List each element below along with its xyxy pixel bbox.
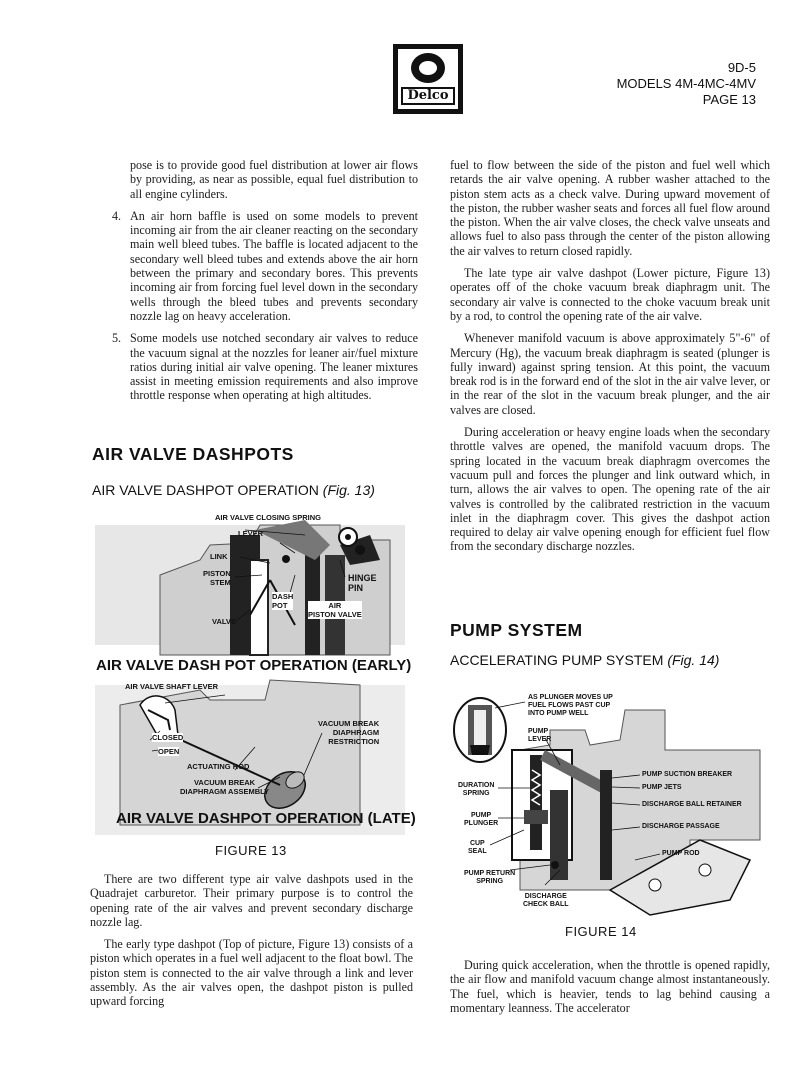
label-pump-plunger: PUMP PLUNGER	[464, 812, 499, 827]
heading-air-valve-dashpots: AIR VALVE DASHPOTS	[92, 444, 294, 464]
left-column-top	[112, 158, 418, 411]
figure-14	[450, 690, 780, 920]
paragraph: During quick acceleration, when the throttle is opened rapidly, the air flow and manifold vacuum change almost instantaneously. The fuel, which is heavier, tends to lag behind causing a momentary leanness. The accelerator	[450, 958, 770, 1015]
paragraph: There are two different type air valve dashpots used in the Quadrajet carburetor. Their primary purpose is to control the opening rate of the air valves and prevent secondary discharge nozzle lag.	[90, 872, 413, 929]
label-ball-retainer: DISCHARGE BALL RETAINER	[642, 801, 742, 808]
delco-emblem-icon	[411, 53, 445, 83]
label-valve: VALVE	[212, 617, 236, 626]
label-closed: CLOSED	[152, 733, 184, 742]
heading-pump-system: PUMP SYSTEM	[450, 620, 583, 640]
label-shaft-lever: AIR VALVE SHAFT LEVER	[125, 682, 219, 691]
list-text: Some models use notched secondary air valves to reduce the vacuum signal at the nozzles for leaner air/fuel mixture ratios during initial air valve opening. The leaner mixtures assist in meeting emission requirements and also improve throttle response when operating at high altitudes.	[130, 331, 418, 403]
paragraph: During acceleration or heavy engine loads when the secondary throttle valves are opened, the manifold vacuum drops. The spring located in the vacuum break diaphragm overcomes the vacuum pull and forces the plunger and link outward which, in turn, allows the air valves to open. The opening rate of the air valves is controlled by the calibrated restriction in the vacuum inlet in the diaphragm cover. This gives the dashpot action required to delay air valve opening enough for efficient fuel flow from the secondary discharge nozzles.	[450, 425, 770, 554]
list-number: 5.	[112, 331, 122, 346]
label-air-piston-valve: AIR PISTON VALVE	[308, 601, 362, 619]
label-pump-rod: PUMP ROD	[662, 850, 700, 857]
label-closing-spring: AIR VALVE CLOSING SPRING	[215, 513, 321, 522]
paragraph: Whenever manifold vacuum is above approximately 5"-6" of Mercury (Hg), the vacuum break diaphragm is seated (plunger is fully inward) against spring tension. At this point, the vacuum break rod is in the forward end of the slot in the air valve lever, or in the rear of the slot in the vacuum break plunger, and the air valves are closed.	[450, 331, 770, 417]
left-column-bottom	[90, 872, 413, 1017]
figure-14-caption: FIGURE 14	[565, 924, 637, 939]
figure-reference: (Fig. 14)	[667, 652, 720, 668]
list-item	[112, 209, 418, 323]
label-return-spring: PUMP RETURN SPRING	[464, 870, 516, 885]
paragraph: fuel to flow between the side of the piston and fuel well which retards the air valve opening. A rubber washer attached to the piston stem acts as a check valve. During upward movement of the piston, the rubber washer seats and forces all fuel flow around the piston. When the air valve closes, the check valve unseats and allows fuel to also pass through the center of the piston allowing the air valves to return closed rapidly.	[450, 158, 770, 258]
section-number: 9D-5	[727, 60, 756, 75]
label-check-ball: DISCHARGE CHECK BALL	[523, 893, 569, 908]
label-hinge-pin: HINGE PIN	[348, 573, 377, 593]
label-vacuum-break-diaphragm: VACUUM BREAK DIAPHRAGM RESTRICTION	[318, 719, 380, 746]
paragraph: The late type air valve dashpot (Lower picture, Figure 13) operates off of the choke vacuum break diaphragm unit. The secondary air valve is connected to the choke vacuum break unit by a rod, to control the opening rate of the air valve.	[450, 266, 770, 323]
caption-early: AIR VALVE DASH POT OPERATION (EARLY)	[96, 657, 412, 674]
label-vacuum-break-assembly: VACUUM BREAK DIAPHRAGM ASSEMBLY	[180, 778, 270, 796]
label-discharge-passage: DISCHARGE PASSAGE	[642, 823, 720, 830]
list-text: An air horn baffle is used on some models to prevent incoming air from the air cleaner reacting on the secondary main well bleed tubes. The baffle is located adjacent to the secondary well bleed tubes and extends above the air horn between the primary and secondary bores. This prevents incoming air from forcing fuel level down in the secondary wells through the bleed tubes and prevents secondary nozzle lag on heavy acceleration.	[130, 208, 418, 323]
label-plunger-moves-up: AS PLUNGER MOVES UP FUEL FLOWS PAST CUP INTO PUMP WELL	[528, 694, 613, 717]
label-actuating-rod: ACTUATING ROD	[187, 762, 250, 771]
delco-wordmark: Delco	[401, 87, 455, 105]
intro-paragraph: pose is to provide good fuel distribution at lower air flows by providing, as near as possible, equal fuel distribution to all engine cylinders.	[130, 158, 418, 201]
list-number: 4.	[112, 208, 122, 223]
label-pump-jets: PUMP JETS	[642, 784, 682, 791]
label-open: OPEN	[158, 747, 180, 756]
paragraph: The early type dashpot (Top of picture, Figure 13) consists of a piston which operates in a fuel well adjacent to the float bowl. The piston stem is connected to the air valve through a link and lever assembly. As the air valves open, the dashpot piston is pulled upward forcing	[90, 937, 413, 1009]
right-column-bottom	[450, 958, 770, 1023]
label-cup-seal: CUP SEAL	[468, 840, 487, 855]
label-suction-breaker: PUMP SUCTION BREAKER	[642, 771, 733, 778]
list-item	[112, 331, 418, 402]
subheading-accelerating-pump	[450, 652, 719, 668]
figure-13	[90, 505, 416, 835]
page-header	[617, 60, 756, 108]
caption-late: AIR VALVE DASHPOT OPERATION (LATE)	[116, 810, 416, 827]
label-duration-spring: DURATION SPRING	[458, 782, 495, 797]
label-pump-lever: PUMP LEVER	[528, 728, 552, 743]
delco-logo	[393, 44, 463, 114]
subheading-text: AIR VALVE DASHPOT OPERATION	[92, 482, 319, 498]
page-number: PAGE 13	[702, 92, 756, 107]
figure-13-caption: FIGURE 13	[215, 843, 287, 858]
subheading-text: ACCELERATING PUMP SYSTEM	[450, 652, 664, 668]
label-piston-stem: PISTON STEM	[203, 569, 231, 587]
label-dash-pot: DASH POT	[272, 592, 294, 610]
label-lever: LEVER	[238, 529, 264, 538]
label-link: LINK	[210, 552, 228, 561]
figure-reference: (Fig. 13)	[322, 482, 375, 498]
models-line: MODELS 4M-4MC-4MV	[616, 76, 756, 91]
subheading-dashpot-operation	[92, 482, 375, 498]
right-column-top	[450, 158, 770, 562]
